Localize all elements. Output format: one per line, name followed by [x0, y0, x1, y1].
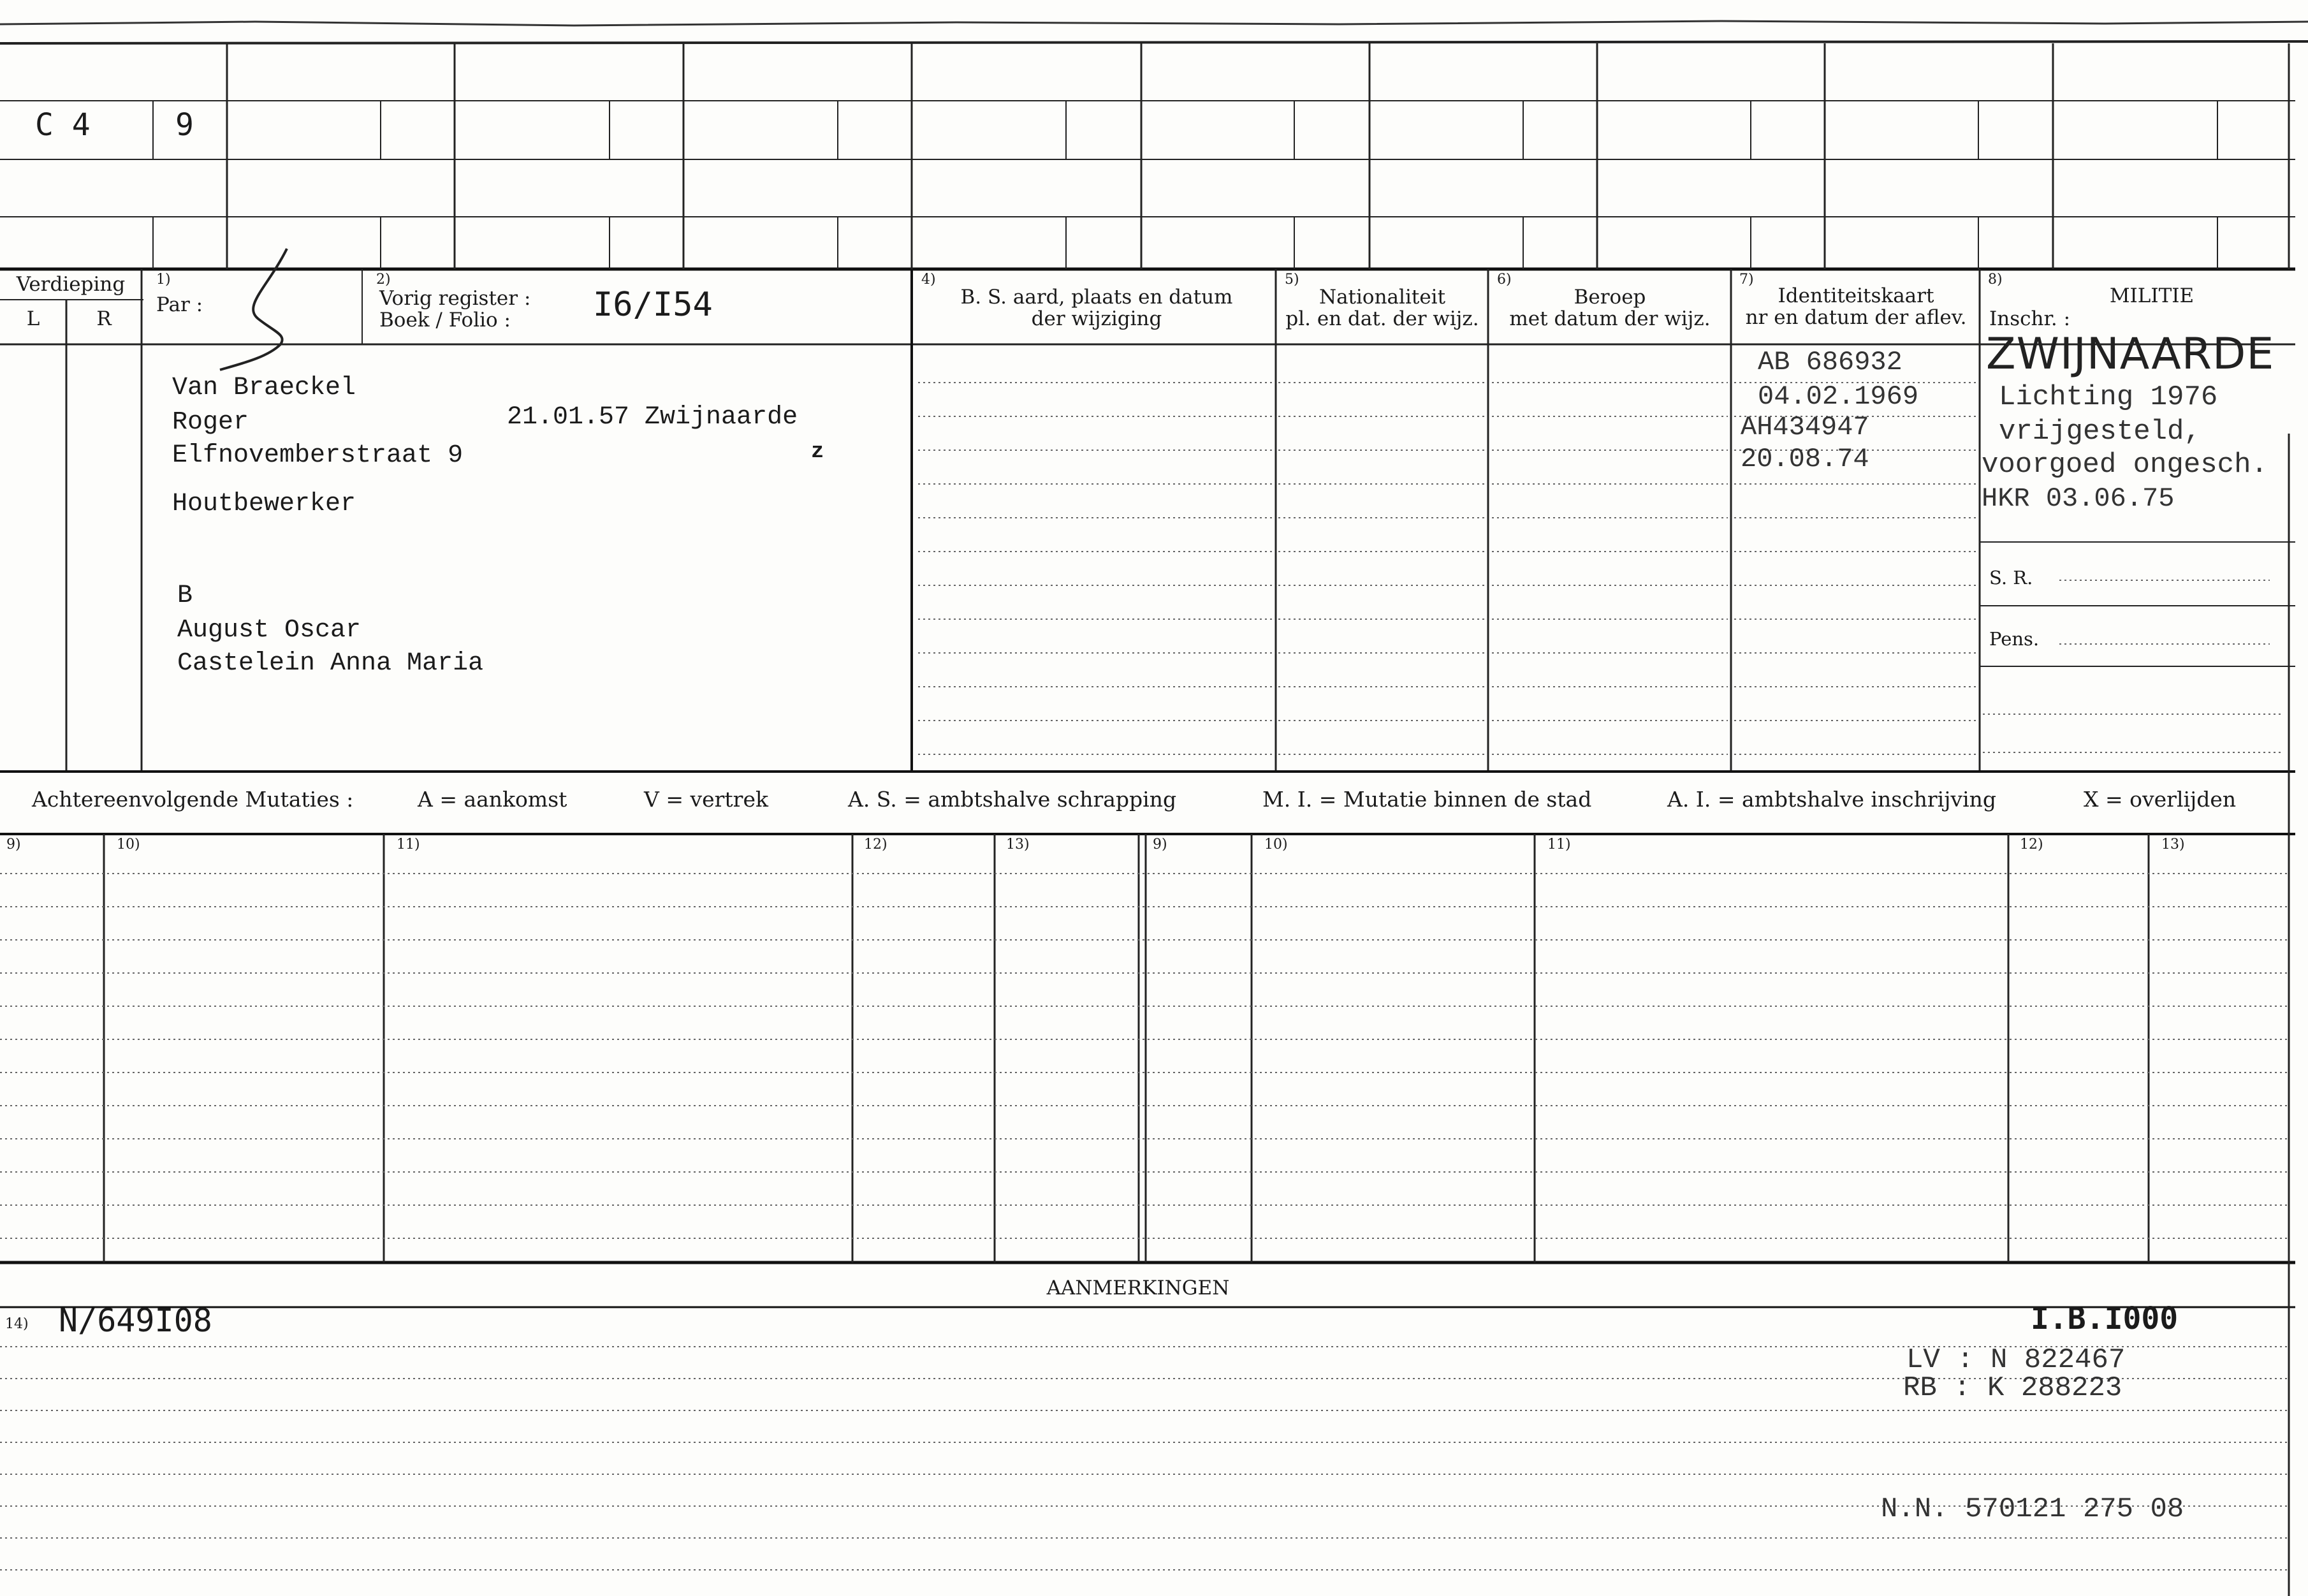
person-profession: Houtbewerker [172, 490, 356, 518]
mutatie-legend-mi: M. I. = Mutatie binnen de stad [1262, 787, 1592, 812]
col5-number: 5) [1285, 272, 1299, 288]
col7-number: 7) [1739, 272, 1754, 288]
id-card-date-2: 20.08.74 [1741, 444, 1869, 474]
mutaties-title: Achtereenvolgende Mutaties : [32, 787, 354, 812]
id-card-number-1: AB 686932 [1758, 347, 1903, 377]
mutatie-legend-a: A = aankomst [418, 787, 567, 812]
col4-line2: der wijziging [1031, 307, 1162, 330]
col5-line2: pl. en dat. der wijz. [1285, 307, 1479, 330]
mutaties-verticals [104, 834, 2149, 1263]
col4-number: 4) [921, 272, 936, 288]
top-grid-subverticals [153, 101, 2217, 269]
militie-sr-label: S. R. [1989, 567, 2033, 589]
top-grid-verticals [227, 43, 2289, 269]
verdieping-l: L [26, 307, 40, 330]
col6-line2: met datum der wijz. [1509, 307, 1711, 330]
mut-col-11-right: 11) [1547, 837, 1571, 853]
mut-col-10-left: 10) [117, 837, 140, 853]
col6-number: 6) [1497, 272, 1512, 288]
code-cell-1: C 4 [35, 107, 91, 143]
mutatie-legend-ai: A. I. = ambtshalve inschrijving [1667, 787, 1997, 812]
mut-col-9-left: 9) [6, 837, 21, 853]
col2-number: 2) [376, 272, 391, 288]
col2-vorig-register: Vorig register : [379, 287, 531, 310]
signature-mark [220, 249, 287, 370]
person-birth: 21.01.57 Zwijnaarde [507, 403, 798, 432]
mutatie-legend-as: A. S. = ambtshalve schrapping [848, 787, 1177, 812]
person-father: August Oscar [177, 616, 362, 645]
col1-number: 1) [156, 272, 171, 288]
aanmerkingen-nn: N.N. 570121 275 08 [1881, 1493, 2184, 1525]
person-b-mark: B [177, 582, 193, 610]
mut-col-12-right: 12) [2020, 837, 2043, 853]
militie-voorgoed: voorgoed ongesch. [1982, 449, 2268, 481]
verdieping-label: Verdieping [16, 273, 126, 296]
col5-line1: Nationaliteit [1318, 286, 1446, 309]
code-cell-2: 9 [175, 107, 194, 143]
aanmerkingen-ref: N/649I08 [59, 1302, 212, 1339]
mut-col-9-right: 9) [1153, 837, 1167, 853]
militie-pens-label: Pens. [1989, 628, 2040, 650]
vorig-register-value: I6/I54 [593, 286, 713, 324]
person-address: Elfnovemberstraat 9 [172, 441, 464, 470]
person-firstname: Roger [172, 408, 249, 437]
aanmerkingen-rb: RB : K 288223 [1903, 1372, 2122, 1404]
mut-col-13-right: 13) [2161, 837, 2185, 853]
col6-line1: Beroep [1574, 286, 1646, 309]
col4-line1: B. S. aard, plaats en datum [960, 286, 1233, 309]
mutatie-legend-x: X = overlijden [2084, 787, 2237, 812]
person-mother: Castelein Anna Maria [177, 649, 484, 678]
col8-number: 8) [1988, 272, 2003, 288]
col7-line2: nr en datum der aflev. [1745, 306, 1967, 329]
top-edge [0, 21, 2308, 26]
col7-line1: Identiteitskaart [1778, 284, 1934, 307]
militie-stamp: ZWIJNAARDE [1986, 329, 2275, 379]
id-card-date-1: 04.02.1969 [1758, 381, 1919, 412]
mut-col-10-right: 10) [1264, 837, 1288, 853]
aanmerkingen-number: 14) [5, 1316, 29, 1332]
militie-hkr: HKR 03.06.75 [1982, 483, 2175, 514]
verdieping-r: R [96, 307, 112, 330]
militie-vrijgesteld: vrijgesteld, [1999, 416, 2201, 448]
col2-boek-folio: Boek / Folio : [379, 309, 511, 332]
militie-lichting: Lichting 1976 [1999, 381, 2218, 413]
id-card-number-2: AH434947 [1741, 412, 1869, 443]
aanmerkingen-title: AANMERKINGEN [1046, 1277, 1230, 1299]
mut-col-11-left: 11) [397, 837, 420, 853]
col1-par-label: Par : [156, 293, 203, 316]
aanmerkingen-lv: LV : N 822467 [1906, 1344, 2126, 1376]
aanmerkingen-ib: I.B.I000 [2031, 1301, 2179, 1336]
person-surname: Van Braeckel [172, 374, 356, 402]
mutatie-legend-v: V = vertrek [644, 787, 768, 812]
grid-top-line [0, 41, 2308, 43]
mut-col-13-left: 13) [1006, 837, 1030, 853]
mut-col-12-left: 12) [864, 837, 887, 853]
person-mark: z [811, 440, 824, 464]
militie-title: MILITIE [2109, 284, 2195, 307]
militie-inschr-label: Inschr. : [1989, 307, 2071, 330]
